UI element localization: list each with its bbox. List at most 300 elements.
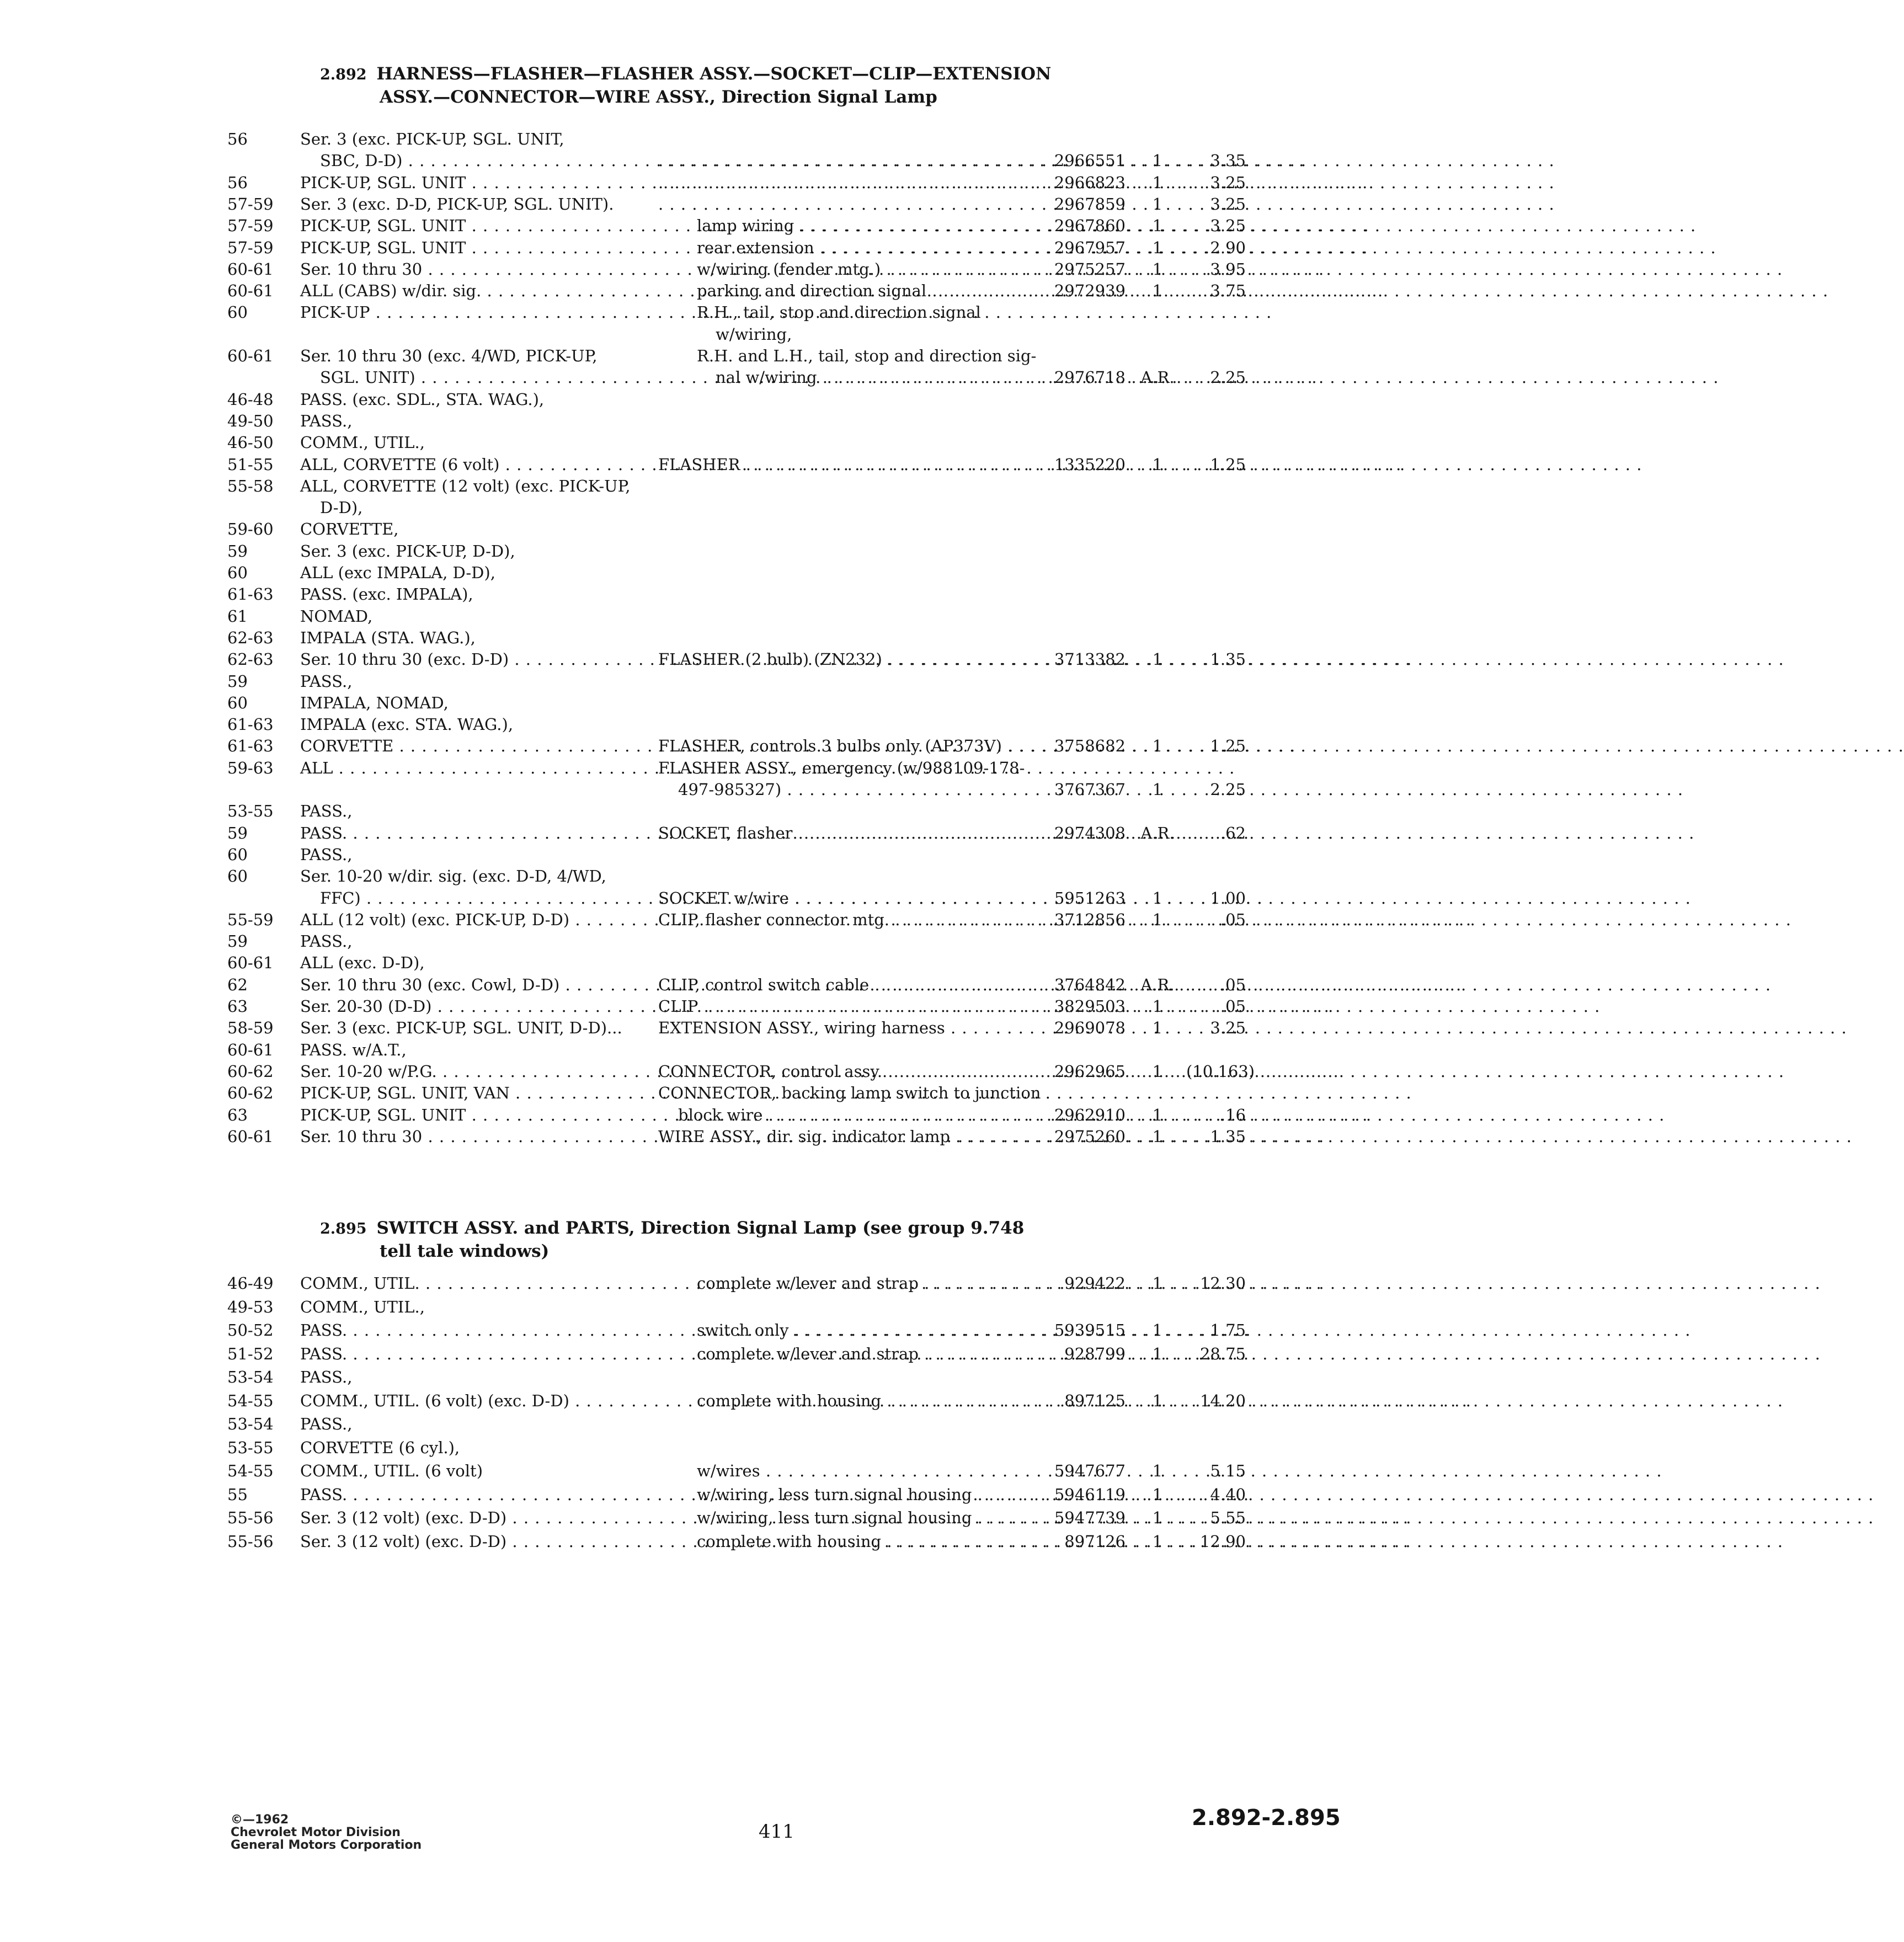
quantity-cell: 1	[1152, 910, 1163, 929]
application-cell: SBC, D-D) . . .	[300, 150, 658, 172]
table-row	[0, 237, 1395, 259]
part-number-cell: 3829503	[1054, 997, 1126, 1016]
table-row	[0, 345, 1395, 367]
year-cell: 55	[227, 1485, 248, 1504]
table-row	[0, 670, 1395, 692]
application-cell: Ser. 3 (12 volt) (exc. D-D) . . .	[300, 1507, 638, 1529]
application-cell: PASS.,	[300, 411, 353, 430]
application-cell: Ser. 3 (12 volt) (exc. D-D) . . .	[300, 1530, 638, 1552]
year-cell: 63	[227, 997, 248, 1016]
application-cell: PASS. w/A.T.,	[300, 1040, 407, 1059]
table-row	[0, 865, 1395, 887]
application-cell: IMPALA (exc. STA. WAG.),	[300, 715, 514, 734]
table-row	[0, 280, 1395, 302]
application-cell: ALL (CABS) w/dir. sig. . . .	[300, 280, 638, 302]
year-cell: 51-52	[227, 1344, 274, 1363]
part-number-cell: 5947677	[1054, 1461, 1126, 1480]
quantity-cell: 1	[1152, 1018, 1163, 1038]
year-cell: 58-59	[227, 1018, 274, 1038]
year-cell: 49-50	[227, 411, 274, 430]
description-cell	[658, 172, 1038, 194]
table-row	[0, 366, 1395, 388]
quantity-cell: 1	[1152, 1391, 1163, 1410]
quantity-cell: 1	[1152, 997, 1163, 1016]
table-row	[0, 648, 1395, 670]
year-cell: 53-55	[227, 1438, 274, 1457]
table-row	[0, 930, 1395, 952]
price-cell: 5.55	[1210, 1508, 1246, 1527]
part-number-cell: 3713382	[1054, 650, 1126, 669]
table-row	[0, 518, 1395, 540]
table-row	[0, 844, 1395, 866]
part-number-cell: 2962965	[1054, 1061, 1126, 1081]
application-cell: Ser. 10 thru 30 (exc. D-D) . . .	[300, 648, 638, 670]
year-cell: 49-53	[227, 1297, 274, 1316]
application-cell: Ser. 10 thru 30 . . .	[300, 258, 638, 280]
application-cell: PASS. . . .	[300, 822, 638, 844]
application-cell: PASS. . . .	[300, 1319, 638, 1341]
year-cell: 55-59	[227, 910, 274, 929]
description-cell: FLASHER (2 bulb) (ZN232) . . .	[658, 648, 1038, 670]
year-cell: 55-58	[227, 476, 274, 495]
year-cell: 61-63	[227, 715, 274, 734]
quantity-cell: 1	[1152, 1485, 1163, 1504]
description-cell: complete w/lever and strap . . .	[658, 1343, 1076, 1365]
description-cell: complete with housing . . .	[658, 1530, 1076, 1552]
quantity-cell: 1	[1152, 173, 1163, 192]
description-cell: FLASHER, controls 3 bulbs only (AP373V) . . .	[658, 735, 1038, 757]
quantity-cell: 1	[1152, 281, 1163, 301]
application-cell: PASS.,	[300, 845, 353, 864]
table-row	[0, 995, 1395, 1017]
description-cell: rear extension . . .	[658, 237, 1076, 259]
description-cell: w/wiring, less turn signal housing . . .	[658, 1484, 1076, 1506]
application-cell: FFC) . . .	[300, 887, 658, 909]
price-cell: 3.95	[1210, 259, 1246, 279]
quantity-cell: 1	[1152, 1127, 1163, 1146]
copyright-division: Chevrolet Motor Division	[231, 1826, 401, 1839]
price-cell: 2.90	[1210, 238, 1246, 257]
quantity-cell: 1	[1152, 1344, 1163, 1363]
price-cell: 1.25	[1210, 737, 1246, 756]
quantity-cell: 1	[1152, 194, 1163, 214]
quantity-cell: 1	[1152, 238, 1163, 257]
year-cell: 60-62	[227, 1061, 274, 1081]
table-row	[0, 605, 1395, 627]
price-cell: 2.25	[1210, 780, 1246, 799]
application-cell: PASS.,	[300, 1415, 353, 1433]
table-row	[0, 215, 1395, 237]
table-row	[0, 909, 1395, 931]
application-cell: PICK-UP . . .	[300, 301, 638, 323]
year-cell: 60-61	[227, 259, 274, 279]
quantity-cell: A.R.	[1140, 368, 1175, 387]
description-cell	[658, 193, 1038, 215]
part-number-cell: 2967860	[1054, 216, 1126, 236]
table-row	[0, 410, 1395, 432]
table-row	[0, 692, 1395, 714]
quantity-cell: A.R.	[1140, 975, 1175, 994]
table-row	[0, 323, 1395, 345]
table-row	[0, 800, 1395, 822]
year-cell: 60	[227, 867, 248, 886]
application-cell: Ser. 3 (exc. PICK-UP, D-D),	[300, 541, 515, 561]
part-number-cell: 3764842	[1054, 975, 1126, 994]
application-cell: COMM., UTIL. (6 volt)	[300, 1461, 483, 1480]
application-cell: ALL (exc. D-D),	[300, 953, 425, 973]
part-number-cell: 897126	[1064, 1532, 1126, 1551]
application-cell: PASS.,	[300, 671, 353, 691]
year-cell: 57-59	[227, 216, 274, 236]
price-cell: 2.25	[1210, 368, 1246, 387]
part-number-cell: 2975260	[1054, 1127, 1126, 1146]
year-cell: 61	[227, 606, 248, 626]
part-number-cell: 1335220	[1054, 455, 1126, 474]
application-cell: PICK-UP, SGL. UNIT . . .	[300, 215, 638, 237]
quantity-cell: 1	[1152, 737, 1163, 756]
price-cell: 3.25	[1210, 173, 1246, 192]
application-cell: PASS. . . .	[300, 1484, 638, 1506]
year-cell: 57-59	[227, 238, 274, 257]
price-cell: 1.35	[1210, 650, 1246, 669]
table-row	[0, 1366, 1395, 1388]
part-number-cell: 2969078	[1054, 1018, 1126, 1038]
application-cell: CORVETTE . . .	[300, 735, 638, 757]
table-row	[0, 388, 1395, 410]
price-cell: .05	[1220, 975, 1246, 994]
application-cell: ALL, CORVETTE (12 volt) (exc. PICK-UP,	[300, 476, 631, 495]
price-cell: 1.00	[1210, 888, 1246, 908]
price-cell: 3.25	[1210, 194, 1246, 214]
section-heading-2895	[320, 1217, 1024, 1262]
application-cell: COMM., UTIL. . . .	[300, 1272, 638, 1294]
quantity-cell: 1	[1152, 650, 1163, 669]
part-number-cell: 2966551	[1054, 151, 1126, 170]
table-row	[0, 301, 1395, 323]
table-row	[0, 778, 1395, 801]
price-cell: 28.75	[1199, 1344, 1246, 1363]
quantity-cell: 1	[1152, 780, 1163, 799]
application-cell: Ser. 3 (exc. PICK-UP, SGL. UNIT, D-D)...	[300, 1018, 622, 1038]
group-range: 2.892-2.895	[1192, 1805, 1341, 1831]
table-row	[0, 974, 1395, 996]
section-title-line1: SWITCH ASSY. and PARTS, Direction Signal Lamp (see group 9.748	[376, 1218, 1025, 1238]
application-cell: ALL, CORVETTE (6 volt) . . .	[300, 454, 638, 476]
copyright-year: ©—1962	[231, 1813, 289, 1827]
table-row	[0, 757, 1395, 779]
quantity-cell: 1	[1152, 259, 1163, 279]
part-number-cell: 3758682	[1054, 737, 1126, 756]
description-cell: w/wiring,	[716, 324, 792, 344]
table-row	[0, 1082, 1395, 1104]
price-cell: .16	[1220, 1105, 1246, 1124]
description-cell: parking and direction signal . . .	[658, 280, 1076, 302]
description-cell: complete w/lever and strap . . .	[658, 1272, 1076, 1294]
year-cell: 53-54	[227, 1368, 274, 1386]
quantity-cell: 1	[1152, 1105, 1163, 1124]
year-cell: 56	[227, 173, 248, 192]
table-row	[0, 128, 1395, 150]
quantity-cell: A.R.	[1140, 823, 1175, 842]
price-cell: 1.25	[1210, 455, 1246, 474]
application-cell: D-D),	[320, 498, 363, 517]
year-cell: 60-61	[227, 953, 274, 973]
price-cell: 5.15	[1210, 1461, 1246, 1480]
part-number-cell: 5946119	[1054, 1485, 1126, 1504]
part-number-cell: 2966823	[1054, 173, 1126, 192]
price-cell: 3.75	[1210, 281, 1246, 301]
price-cell: 12.30	[1199, 1274, 1246, 1293]
description-cell: CLIP, flasher connector mtg. . . .	[658, 909, 1038, 931]
application-cell: PASS. (exc. SDL., STA. WAG.),	[300, 390, 545, 409]
quantity-cell: 1	[1152, 1321, 1163, 1340]
application-cell: PASS. (exc. IMPALA),	[300, 585, 473, 604]
year-cell: 59	[227, 541, 248, 561]
description-cell: CONNECTOR, control assy. . . .	[658, 1060, 1038, 1082]
year-cell: 61-63	[227, 585, 274, 604]
price-cell: .05	[1220, 910, 1246, 929]
table-row	[0, 627, 1395, 649]
price-cell: 12.90	[1199, 1532, 1246, 1551]
copyright-block	[231, 1813, 422, 1852]
table-row	[0, 1104, 1395, 1126]
description-cell: complete with housing . . .	[658, 1390, 1076, 1412]
table-row	[0, 1296, 1395, 1318]
table-row	[0, 475, 1395, 497]
part-number-cell: 5939515	[1054, 1321, 1126, 1340]
application-cell: COMM., UTIL. (6 volt) (exc. D-D) . . .	[300, 1390, 638, 1412]
description-cell: w/wiring, less turn signal housing . . .	[658, 1507, 1076, 1529]
description-cell: R.H., tail, stop and direction signal	[697, 303, 981, 322]
year-cell: 54-55	[227, 1461, 274, 1480]
section-heading-2892	[320, 63, 1051, 108]
year-cell: 55-56	[227, 1532, 274, 1551]
table-row	[0, 735, 1395, 757]
table-row	[0, 1039, 1395, 1061]
quantity-cell: 1	[1152, 1508, 1163, 1527]
table-row	[0, 1484, 1395, 1506]
part-number-cell: 929422	[1064, 1274, 1126, 1293]
application-cell: PICK-UP, SGL. UNIT . . .	[300, 1104, 638, 1126]
table-row	[0, 1060, 1395, 1082]
description-cell: SOCKET, flasher . . .	[658, 822, 1038, 844]
section-number: 2.895	[320, 1220, 367, 1237]
part-number-cell: 2976718	[1054, 368, 1126, 387]
description-cell: CLIP, control switch cable . . .	[658, 974, 1038, 996]
price-cell: .05	[1220, 997, 1246, 1016]
table-row	[0, 1390, 1395, 1412]
year-cell: 59	[227, 671, 248, 691]
table-row	[0, 713, 1395, 735]
year-cell: 50-52	[227, 1321, 274, 1340]
year-cell: 46-48	[227, 390, 274, 409]
part-number-cell: 2967859	[1054, 194, 1126, 214]
part-number-cell: 2972939	[1054, 281, 1126, 301]
quantity-cell: 1	[1152, 455, 1163, 474]
description-cell: nal w/wiring . . .	[658, 366, 1095, 388]
part-number-cell: 3712856	[1054, 910, 1126, 929]
year-cell: 60	[227, 303, 248, 322]
table-row	[0, 562, 1395, 584]
application-cell: CORVETTE,	[300, 520, 399, 539]
quantity-cell: 1	[1152, 1532, 1163, 1551]
year-cell: 60	[227, 563, 248, 582]
part-number-cell: 2967957	[1054, 238, 1126, 257]
year-cell: 62	[227, 975, 248, 994]
year-cell: 62-63	[227, 650, 274, 669]
price-cell: (10.163)	[1186, 1061, 1255, 1081]
year-cell: 60-61	[227, 346, 274, 365]
description-cell: lamp wiring . . .	[658, 215, 1076, 237]
application-cell: ALL . . .	[300, 757, 638, 779]
part-number-cell: 5947739	[1054, 1508, 1126, 1527]
year-cell: 62-63	[227, 628, 274, 647]
part-number-cell: 2975257	[1054, 259, 1126, 279]
description-cell: switch only . . .	[658, 1319, 1076, 1341]
quantity-cell: 1	[1152, 888, 1163, 908]
application-cell: Ser. 10-20 w/dir. sig. (exc. D-D, 4/WD,	[300, 867, 606, 886]
table-row	[0, 258, 1395, 280]
application-cell: Ser. 3 (exc. D-D, PICK-UP, SGL. UNIT).	[300, 194, 614, 214]
table-row	[0, 150, 1395, 172]
table-row	[0, 887, 1395, 909]
year-cell: 59	[227, 932, 248, 951]
part-number-cell: 2974308	[1054, 823, 1126, 842]
year-cell: 51-55	[227, 455, 274, 474]
description-cell: FLASHER . . .	[658, 454, 1038, 476]
year-cell: 60-61	[227, 1127, 274, 1146]
table-row	[0, 1343, 1395, 1365]
table-row	[0, 1507, 1395, 1529]
description-cell: SOCKET w/wire . . .	[658, 887, 1038, 909]
year-cell: 60	[227, 845, 248, 864]
price-cell: 3.35	[1210, 151, 1246, 170]
year-cell: 57-59	[227, 194, 274, 214]
description-cell: FLASHER ASSY., emergency (w/988109-178-	[658, 758, 1025, 777]
year-cell: 55-56	[227, 1508, 274, 1527]
table-row	[0, 431, 1395, 454]
description-cell: w/wires . . .	[658, 1460, 1076, 1482]
price-cell: .62	[1220, 823, 1246, 842]
application-cell: PASS.,	[300, 802, 353, 821]
part-number-cell: 3767367	[1054, 780, 1126, 799]
year-cell: 60-61	[227, 281, 274, 301]
application-cell: PICK-UP, SGL. UNIT . . .	[300, 172, 638, 194]
table-row	[0, 1125, 1395, 1148]
table-row	[0, 1437, 1395, 1459]
page-number: 411	[759, 1821, 794, 1843]
application-cell: SGL. UNIT) . . .	[300, 366, 658, 388]
application-cell: ALL (12 volt) (exc. PICK-UP, D-D) . . .	[300, 909, 638, 931]
description-cell	[658, 150, 1038, 172]
application-cell: NOMAD,	[300, 606, 373, 626]
description-cell: EXTENSION ASSY., wiring harness . . .	[658, 1017, 1038, 1039]
application-cell: IMPALA (STA. WAG.),	[300, 628, 476, 647]
year-cell: 46-50	[227, 433, 274, 452]
table-row	[0, 1460, 1395, 1482]
price-cell: 3.25	[1210, 216, 1246, 236]
table-row	[0, 1319, 1395, 1341]
part-number-cell: 897125	[1064, 1391, 1126, 1410]
table-row	[0, 540, 1395, 562]
application-cell: Ser. 10-20 w/P.G. . . .	[300, 1060, 638, 1082]
part-number-cell: 5951263	[1054, 888, 1126, 908]
year-cell: 53-54	[227, 1415, 274, 1433]
application-cell: PASS.,	[300, 1368, 353, 1386]
application-cell: Ser. 20-30 (D-D) . . .	[300, 995, 638, 1017]
quantity-cell: 1	[1152, 1461, 1163, 1480]
table-row	[0, 952, 1395, 974]
part-number-cell: 928799	[1064, 1344, 1126, 1363]
price-cell: 14.20	[1199, 1391, 1246, 1410]
application-cell: Ser. 10 thru 30 (exc. 4/WD, PICK-UP,	[300, 346, 598, 365]
year-cell: 59-63	[227, 758, 274, 777]
table-row	[0, 1272, 1395, 1294]
application-cell: COMM., UTIL.,	[300, 433, 425, 452]
description-cell: block wire . . .	[658, 1104, 1058, 1126]
section-title-line2: ASSY.—CONNECTOR—WIRE ASSY., Direction Signal Lamp	[380, 87, 937, 107]
copyright-corporation: General Motors Corporation	[231, 1838, 422, 1852]
application-cell: Ser. 3 (exc. PICK-UP, SGL. UNIT,	[300, 130, 564, 148]
table-row	[0, 1530, 1395, 1552]
year-cell: 60	[227, 693, 248, 712]
description-cell: w/wiring (fender mtg.) . . .	[658, 258, 1076, 280]
description-cell: R.H. and L.H., tail, stop and direction sig-	[697, 346, 1037, 365]
year-cell: 46-49	[227, 1274, 274, 1293]
quantity-cell: 1	[1152, 1061, 1163, 1081]
table-row	[0, 583, 1395, 605]
year-cell: 61-63	[227, 737, 274, 756]
price-cell: 4.40	[1210, 1485, 1246, 1504]
price-cell: 1.75	[1210, 1321, 1246, 1340]
year-cell: 53-55	[227, 802, 274, 821]
table-row	[0, 497, 1395, 519]
quantity-cell: 1	[1152, 1274, 1163, 1293]
description-cell: 497-985327) . . .	[658, 778, 1058, 801]
part-number-cell: 2962910	[1054, 1105, 1126, 1124]
year-cell: 59-60	[227, 520, 274, 539]
table-row	[0, 454, 1395, 476]
application-cell: PASS.,	[300, 932, 353, 951]
table-row	[0, 1413, 1395, 1435]
year-cell: 60-62	[227, 1084, 274, 1103]
quantity-cell: 1	[1152, 216, 1163, 236]
application-cell: CORVETTE (6 cyl.),	[300, 1438, 460, 1457]
section-number: 2.892	[320, 66, 367, 83]
application-cell: COMM., UTIL.,	[300, 1297, 425, 1316]
description-cell: CONNECTOR, backing lamp switch to junction	[658, 1084, 1041, 1103]
application-cell: IMPALA, NOMAD,	[300, 693, 449, 712]
table-row	[0, 172, 1395, 194]
description-cell: WIRE ASSY., dir. sig. indicator lamp . . .	[658, 1125, 1038, 1148]
table-row	[0, 1017, 1395, 1039]
section-title-line2: tell tale windows)	[380, 1241, 550, 1261]
year-cell: 60-61	[227, 1040, 274, 1059]
application-cell: ALL (exc IMPALA, D-D),	[300, 563, 495, 582]
application-cell: PASS. . . .	[300, 1343, 638, 1365]
application-cell: Ser. 10 thru 30 . . .	[300, 1125, 638, 1148]
year-cell: 59	[227, 823, 248, 842]
price-cell: 3.25	[1210, 1018, 1246, 1038]
year-cell: 54-55	[227, 1391, 274, 1410]
price-cell: 1.35	[1210, 1127, 1246, 1146]
quantity-cell: 1	[1152, 151, 1163, 170]
table-row	[0, 822, 1395, 844]
table-row	[0, 193, 1395, 215]
year-cell: 63	[227, 1105, 248, 1124]
section-title-line1: HARNESS—FLASHER—FLASHER ASSY.—SOCKET—CLIP—EXTENSION	[376, 64, 1052, 84]
year-cell: 56	[227, 130, 248, 148]
